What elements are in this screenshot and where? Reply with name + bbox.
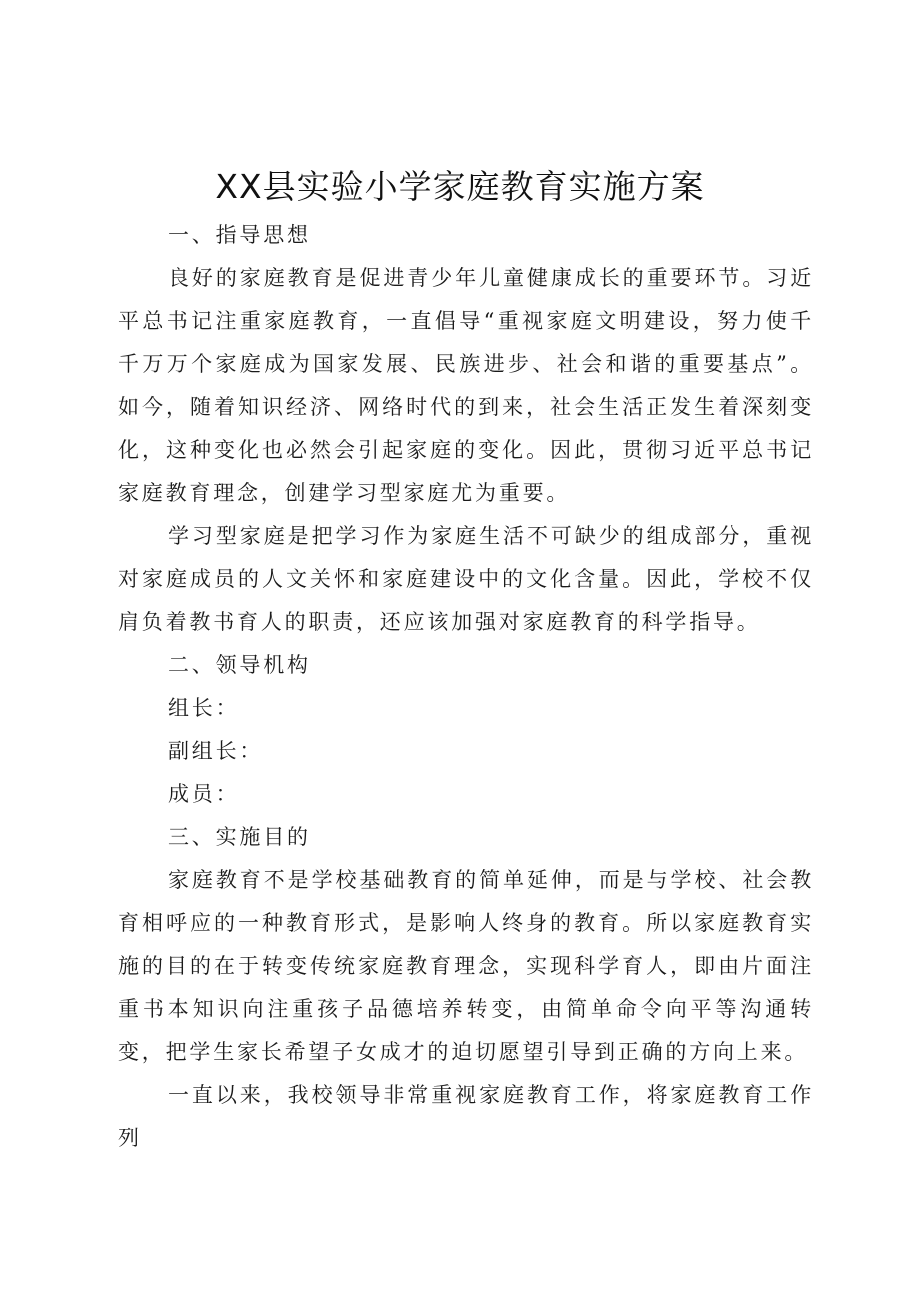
section-heading-leadership: 二、领导机构 <box>168 653 311 677</box>
section-heading-purpose: 三、实施目的 <box>168 825 311 849</box>
paragraph: 良好的家庭教育是促进青少年儿童健康成长的重要环节。习近平总书记注重家庭教育，一直倡导“重视家庭文明建设，努力使千千万万个家庭成为国家发展、民族进步、社会和谐的重要基点”。如今，随着知识经济、网络时代的到来，社会生活正发生着深刻变化，这种变化也必然会引起家庭的变化。因此，贯彻习近平总书记家庭教育理念，创建学习型家庭尤为重要。 <box>118 266 814 505</box>
paragraph: 家庭教育不是学校基础教育的简单延伸，而是与学校、社会教育相呼应的一种教育形式，是影响人终身的教育。所以家庭教育实施的目的在于转变传统家庭教育理念，实现科学育人，即由片面注重书本知识向注重孩子品德培养转变，由简单命令向平等沟通转变，把学生家长希望子女成才的迫切愿望引导到正确的方向上来。 <box>118 868 814 1064</box>
leader-line: 组长： <box>168 696 240 720</box>
paragraph: 一直以来，我校领导非常重视家庭教育工作，将家庭教育工作列 <box>118 1083 814 1150</box>
document-body <box>118 214 814 1160</box>
section-heading-guiding-ideology: 一、指导思想 <box>168 223 311 247</box>
deputy-leader-line: 副组长： <box>168 739 264 763</box>
members-line: 成员： <box>168 782 240 806</box>
page-title: XX县实验小学家庭教育实施方案 <box>215 167 705 206</box>
paragraph: 学习型家庭是把学习作为家庭生活不可缺少的组成部分，重视对家庭成员的人文关怀和家庭建设中的文化含量。因此，学校不仅肩负着教书育人的职责，还应该加强对家庭教育的科学指导。 <box>118 524 814 634</box>
